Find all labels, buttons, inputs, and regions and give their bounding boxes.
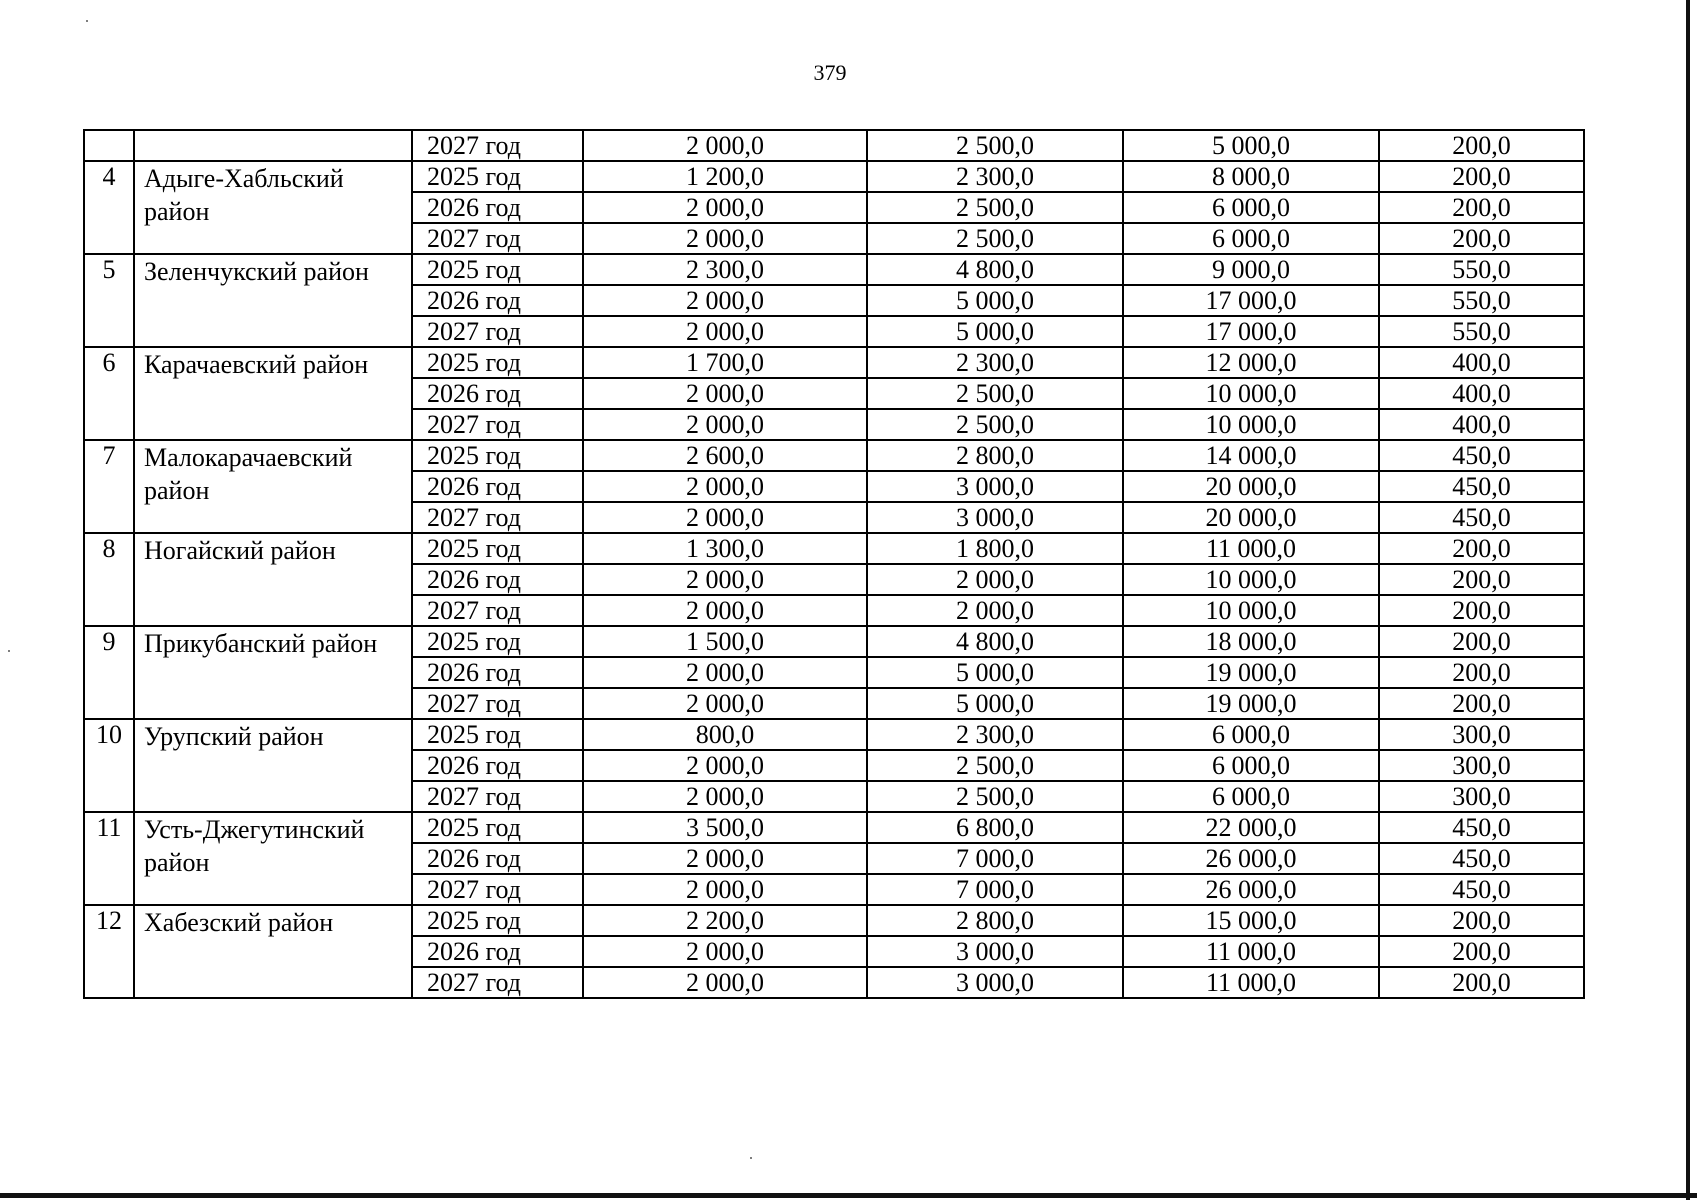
row-number: [84, 130, 134, 161]
row-number: 5: [84, 254, 134, 347]
value-cell-v2: 5 000,0: [867, 657, 1123, 688]
table-row: [84, 626, 1584, 657]
value-cell-v3: 6 000,0: [1123, 192, 1379, 223]
page-number: 379: [813, 60, 847, 85]
value-cell-v3: 15 000,0: [1123, 905, 1379, 936]
district-name: Малокарачаевский район: [134, 440, 412, 533]
value-cell-v3: 17 000,0: [1123, 285, 1379, 316]
value-cell-v4: 550,0: [1379, 316, 1584, 347]
value-cell-v1: 2 000,0: [583, 223, 867, 254]
value-cell-v4: 200,0: [1379, 533, 1584, 564]
value-cell-v4: 550,0: [1379, 254, 1584, 285]
value-cell-v1: 1 200,0: [583, 161, 867, 192]
year-cell: 2026 год: [412, 564, 583, 595]
value-cell-v1: 2 000,0: [583, 285, 867, 316]
year-cell: 2027 год: [412, 781, 583, 812]
value-cell-v4: 550,0: [1379, 285, 1584, 316]
district-name: Ногайский район: [134, 533, 412, 626]
year-cell: 2025 год: [412, 347, 583, 378]
value-cell-v1: 2 000,0: [583, 781, 867, 812]
value-cell-v1: 2 000,0: [583, 471, 867, 502]
value-cell-v1: 1 300,0: [583, 533, 867, 564]
value-cell-v1: 2 000,0: [583, 378, 867, 409]
table-row: [84, 347, 1584, 378]
year-cell: 2027 год: [412, 688, 583, 719]
table-row: [84, 719, 1584, 750]
year-cell: 2027 год: [412, 874, 583, 905]
value-cell-v2: 5 000,0: [867, 688, 1123, 719]
value-cell-v1: 3 500,0: [583, 812, 867, 843]
year-cell: 2027 год: [412, 316, 583, 347]
value-cell-v4: 300,0: [1379, 781, 1584, 812]
value-cell-v1: 2 000,0: [583, 564, 867, 595]
table-row: [84, 905, 1584, 936]
funding-table: [83, 129, 1585, 999]
district-name: Карачаевский район: [134, 347, 412, 440]
value-cell-v4: 400,0: [1379, 347, 1584, 378]
year-cell: 2027 год: [412, 223, 583, 254]
row-number: 9: [84, 626, 134, 719]
value-cell-v2: 2 500,0: [867, 781, 1123, 812]
value-cell-v4: 400,0: [1379, 409, 1584, 440]
table-row: [84, 533, 1584, 564]
year-cell: 2027 год: [412, 595, 583, 626]
value-cell-v2: 2 000,0: [867, 564, 1123, 595]
row-number: 10: [84, 719, 134, 812]
value-cell-v1: 2 000,0: [583, 316, 867, 347]
value-cell-v2: 7 000,0: [867, 843, 1123, 874]
value-cell-v2: 3 000,0: [867, 502, 1123, 533]
value-cell-v1: 2 000,0: [583, 192, 867, 223]
scan-border-right: [1686, 0, 1690, 1200]
year-cell: 2027 год: [412, 409, 583, 440]
value-cell-v3: 17 000,0: [1123, 316, 1379, 347]
value-cell-v4: 450,0: [1379, 471, 1584, 502]
value-cell-v3: 10 000,0: [1123, 378, 1379, 409]
value-cell-v2: 3 000,0: [867, 967, 1123, 998]
value-cell-v4: 450,0: [1379, 502, 1584, 533]
value-cell-v2: 4 800,0: [867, 626, 1123, 657]
value-cell-v4: 200,0: [1379, 657, 1584, 688]
table-row: [84, 130, 1584, 161]
value-cell-v3: 11 000,0: [1123, 967, 1379, 998]
year-cell: 2025 год: [412, 719, 583, 750]
value-cell-v2: 2 500,0: [867, 409, 1123, 440]
value-cell-v1: 2 000,0: [583, 936, 867, 967]
value-cell-v4: 450,0: [1379, 440, 1584, 471]
value-cell-v2: 3 000,0: [867, 936, 1123, 967]
value-cell-v2: 2 300,0: [867, 347, 1123, 378]
year-cell: 2025 год: [412, 533, 583, 564]
value-cell-v2: 2 500,0: [867, 378, 1123, 409]
scan-border-bottom: [0, 1193, 1697, 1198]
value-cell-v4: 450,0: [1379, 843, 1584, 874]
value-cell-v1: 2 000,0: [583, 750, 867, 781]
table-row: [84, 254, 1584, 285]
table-row: [84, 161, 1584, 192]
value-cell-v1: 2 000,0: [583, 595, 867, 626]
value-cell-v3: 19 000,0: [1123, 688, 1379, 719]
district-name: Урупский район: [134, 719, 412, 812]
year-cell: 2025 год: [412, 161, 583, 192]
value-cell-v1: 2 600,0: [583, 440, 867, 471]
value-cell-v4: 200,0: [1379, 595, 1584, 626]
value-cell-v3: 6 000,0: [1123, 750, 1379, 781]
value-cell-v4: 300,0: [1379, 719, 1584, 750]
table-row: [84, 440, 1584, 471]
district-name: Зеленчукский район: [134, 254, 412, 347]
year-cell: 2025 год: [412, 254, 583, 285]
row-number: 7: [84, 440, 134, 533]
value-cell-v1: 1 500,0: [583, 626, 867, 657]
value-cell-v3: 19 000,0: [1123, 657, 1379, 688]
value-cell-v1: 2 000,0: [583, 657, 867, 688]
value-cell-v2: 1 800,0: [867, 533, 1123, 564]
district-name: [134, 130, 412, 161]
year-cell: 2027 год: [412, 502, 583, 533]
year-cell: 2025 год: [412, 905, 583, 936]
value-cell-v4: 200,0: [1379, 161, 1584, 192]
value-cell-v3: 26 000,0: [1123, 874, 1379, 905]
value-cell-v3: 26 000,0: [1123, 843, 1379, 874]
value-cell-v3: 9 000,0: [1123, 254, 1379, 285]
value-cell-v2: 6 800,0: [867, 812, 1123, 843]
value-cell-v2: 2 000,0: [867, 595, 1123, 626]
value-cell-v3: 8 000,0: [1123, 161, 1379, 192]
year-cell: 2025 год: [412, 440, 583, 471]
value-cell-v2: 3 000,0: [867, 471, 1123, 502]
value-cell-v2: 5 000,0: [867, 285, 1123, 316]
value-cell-v3: 5 000,0: [1123, 130, 1379, 161]
value-cell-v3: 12 000,0: [1123, 347, 1379, 378]
year-cell: 2027 год: [412, 967, 583, 998]
value-cell-v1: 2 000,0: [583, 130, 867, 161]
value-cell-v4: 450,0: [1379, 812, 1584, 843]
value-cell-v4: 200,0: [1379, 192, 1584, 223]
value-cell-v3: 10 000,0: [1123, 595, 1379, 626]
value-cell-v4: 200,0: [1379, 688, 1584, 719]
value-cell-v4: 200,0: [1379, 936, 1584, 967]
value-cell-v2: 4 800,0: [867, 254, 1123, 285]
value-cell-v2: 2 800,0: [867, 905, 1123, 936]
value-cell-v1: 2 000,0: [583, 967, 867, 998]
value-cell-v4: 200,0: [1379, 223, 1584, 254]
value-cell-v1: 2 000,0: [583, 874, 867, 905]
value-cell-v3: 18 000,0: [1123, 626, 1379, 657]
value-cell-v4: 200,0: [1379, 626, 1584, 657]
value-cell-v3: 20 000,0: [1123, 502, 1379, 533]
value-cell-v4: 400,0: [1379, 378, 1584, 409]
value-cell-v3: 10 000,0: [1123, 564, 1379, 595]
scan-speck: [750, 1157, 752, 1159]
value-cell-v1: 2 000,0: [583, 688, 867, 719]
value-cell-v3: 6 000,0: [1123, 781, 1379, 812]
value-cell-v3: 10 000,0: [1123, 409, 1379, 440]
value-cell-v3: 6 000,0: [1123, 223, 1379, 254]
scan-speck: [86, 20, 88, 22]
value-cell-v2: 2 500,0: [867, 130, 1123, 161]
value-cell-v2: 2 500,0: [867, 223, 1123, 254]
district-name: Хабезский район: [134, 905, 412, 998]
value-cell-v1: 2 300,0: [583, 254, 867, 285]
year-cell: 2026 год: [412, 378, 583, 409]
year-cell: 2025 год: [412, 812, 583, 843]
value-cell-v1: 800,0: [583, 719, 867, 750]
row-number: 12: [84, 905, 134, 998]
value-cell-v3: 20 000,0: [1123, 471, 1379, 502]
year-cell: 2027 год: [412, 130, 583, 161]
row-number: 8: [84, 533, 134, 626]
year-cell: 2026 год: [412, 657, 583, 688]
value-cell-v4: 300,0: [1379, 750, 1584, 781]
year-cell: 2025 год: [412, 626, 583, 657]
table-row: [84, 812, 1584, 843]
value-cell-v3: 14 000,0: [1123, 440, 1379, 471]
value-cell-v2: 2 500,0: [867, 750, 1123, 781]
value-cell-v3: 6 000,0: [1123, 719, 1379, 750]
value-cell-v4: 450,0: [1379, 874, 1584, 905]
value-cell-v4: 200,0: [1379, 967, 1584, 998]
year-cell: 2026 год: [412, 936, 583, 967]
year-cell: 2026 год: [412, 285, 583, 316]
value-cell-v3: 22 000,0: [1123, 812, 1379, 843]
year-cell: 2026 год: [412, 750, 583, 781]
value-cell-v2: 2 800,0: [867, 440, 1123, 471]
value-cell-v2: 2 300,0: [867, 161, 1123, 192]
value-cell-v4: 200,0: [1379, 905, 1584, 936]
value-cell-v1: 1 700,0: [583, 347, 867, 378]
value-cell-v2: 7 000,0: [867, 874, 1123, 905]
row-number: 6: [84, 347, 134, 440]
value-cell-v1: 2 200,0: [583, 905, 867, 936]
district-name: Усть-Джегутинский район: [134, 812, 412, 905]
scan-speck: [8, 650, 10, 652]
value-cell-v2: 5 000,0: [867, 316, 1123, 347]
value-cell-v4: 200,0: [1379, 130, 1584, 161]
district-name: Прикубанский район: [134, 626, 412, 719]
year-cell: 2026 год: [412, 192, 583, 223]
value-cell-v4: 200,0: [1379, 564, 1584, 595]
row-number: 11: [84, 812, 134, 905]
value-cell-v3: 11 000,0: [1123, 533, 1379, 564]
value-cell-v2: 2 300,0: [867, 719, 1123, 750]
year-cell: 2026 год: [412, 471, 583, 502]
value-cell-v3: 11 000,0: [1123, 936, 1379, 967]
row-number: 4: [84, 161, 134, 254]
value-cell-v1: 2 000,0: [583, 409, 867, 440]
value-cell-v2: 2 500,0: [867, 192, 1123, 223]
district-name: Адыге-Хабльский район: [134, 161, 412, 254]
value-cell-v1: 2 000,0: [583, 502, 867, 533]
year-cell: 2026 год: [412, 843, 583, 874]
value-cell-v1: 2 000,0: [583, 843, 867, 874]
